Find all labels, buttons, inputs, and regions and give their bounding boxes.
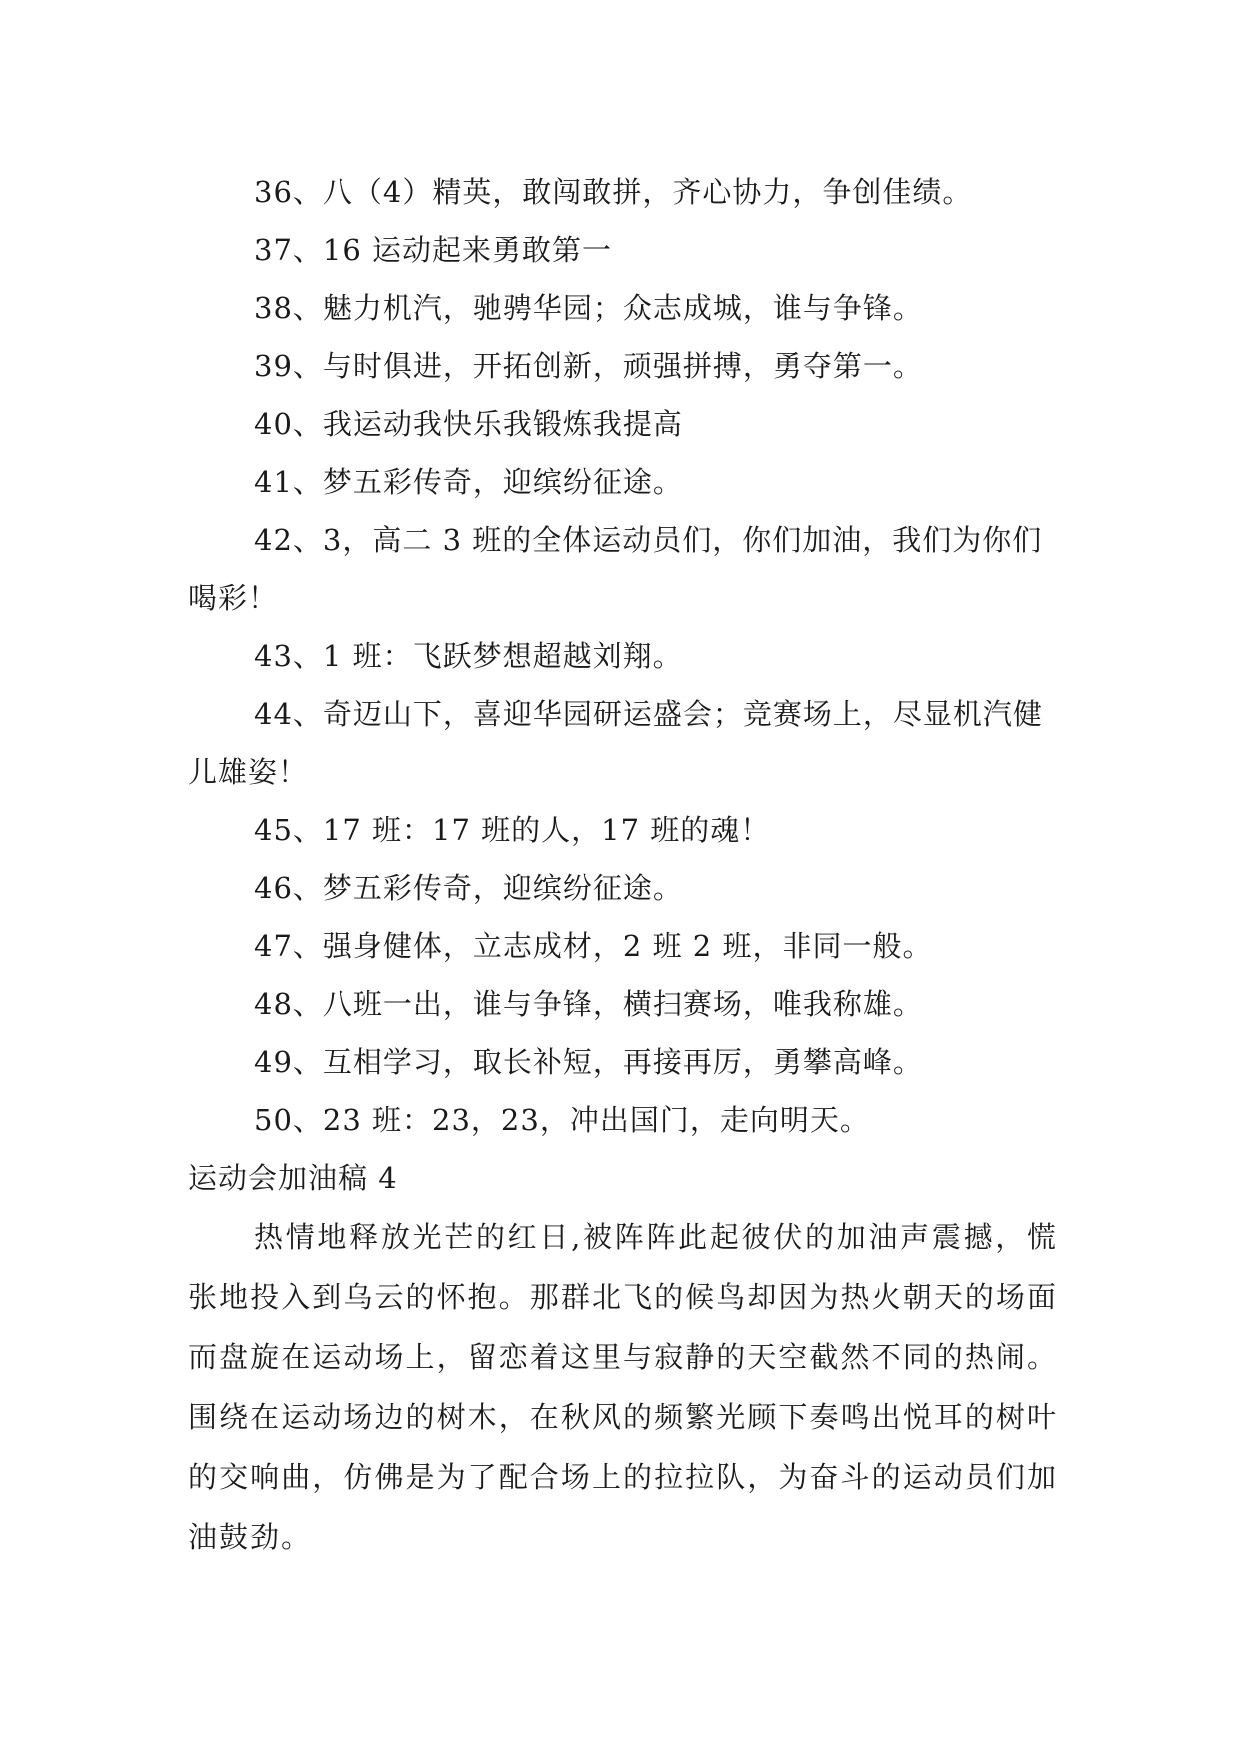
list-item: 44、奇迈山下，喜迎华园研运盛会；竞赛场上，尽显机汽健儿雄姿！ — [188, 697, 1043, 789]
list-item: 39、与时俱进，开拓创新，顽强拼搏，勇夺第一。 — [254, 349, 923, 383]
section-title: 运动会加油稿 4 — [188, 1161, 398, 1195]
list-item: 41、梦五彩传奇，迎缤纷征途。 — [254, 465, 683, 499]
list-item: 37、16 运动起来勇敢第一 — [254, 233, 613, 267]
document-body — [188, 163, 1058, 1567]
list-item: 43、1 班：飞跃梦想超越刘翔。 — [254, 639, 683, 673]
list-item: 49、互相学习，取长补短，再接再厉，勇攀高峰。 — [254, 1045, 923, 1079]
list-item: 42、3，高二 3 班的全体运动员们，你们加油，我们为你们喝彩！ — [188, 523, 1043, 615]
list-item: 46、梦五彩传奇，迎缤纷征途。 — [254, 871, 683, 905]
list-item: 38、魅力机汽，驰骋华园；众志成城，谁与争锋。 — [254, 291, 923, 325]
list-item: 47、强身健体，立志成材，2 班 2 班，非同一般。 — [254, 929, 933, 963]
list-item: 50、23 班：23，23，冲出国门，走向明天。 — [254, 1103, 870, 1137]
list-item: 48、八班一出，谁与争锋，横扫赛场，唯我称雄。 — [254, 987, 923, 1021]
body-paragraph: 热情地释放光芒的红日,被阵阵此起彼伏的加油声震撼，慌张地投入到乌云的怀抱。那群北飞的候鸟却因为热火朝天的场面而盘旋在运动场上，留恋着这里与寂静的天空截然不同的热闹。围绕在运动场边的树木，在秋风的频繁光顾下奏鸣出悦耳的树叶的交响曲，仿佛是为了配合场上的拉拉队，为奋斗的运动员们加油鼓劲。 — [188, 1220, 1058, 1554]
list-item: 40、我运动我快乐我锻炼我提高 — [254, 407, 683, 441]
list-item: 36、八（4）精英，敢闯敢拼，齐心协力，争创佳绩。 — [254, 175, 973, 209]
list-item: 45、17 班：17 班的人，17 班的魂！ — [254, 813, 771, 847]
